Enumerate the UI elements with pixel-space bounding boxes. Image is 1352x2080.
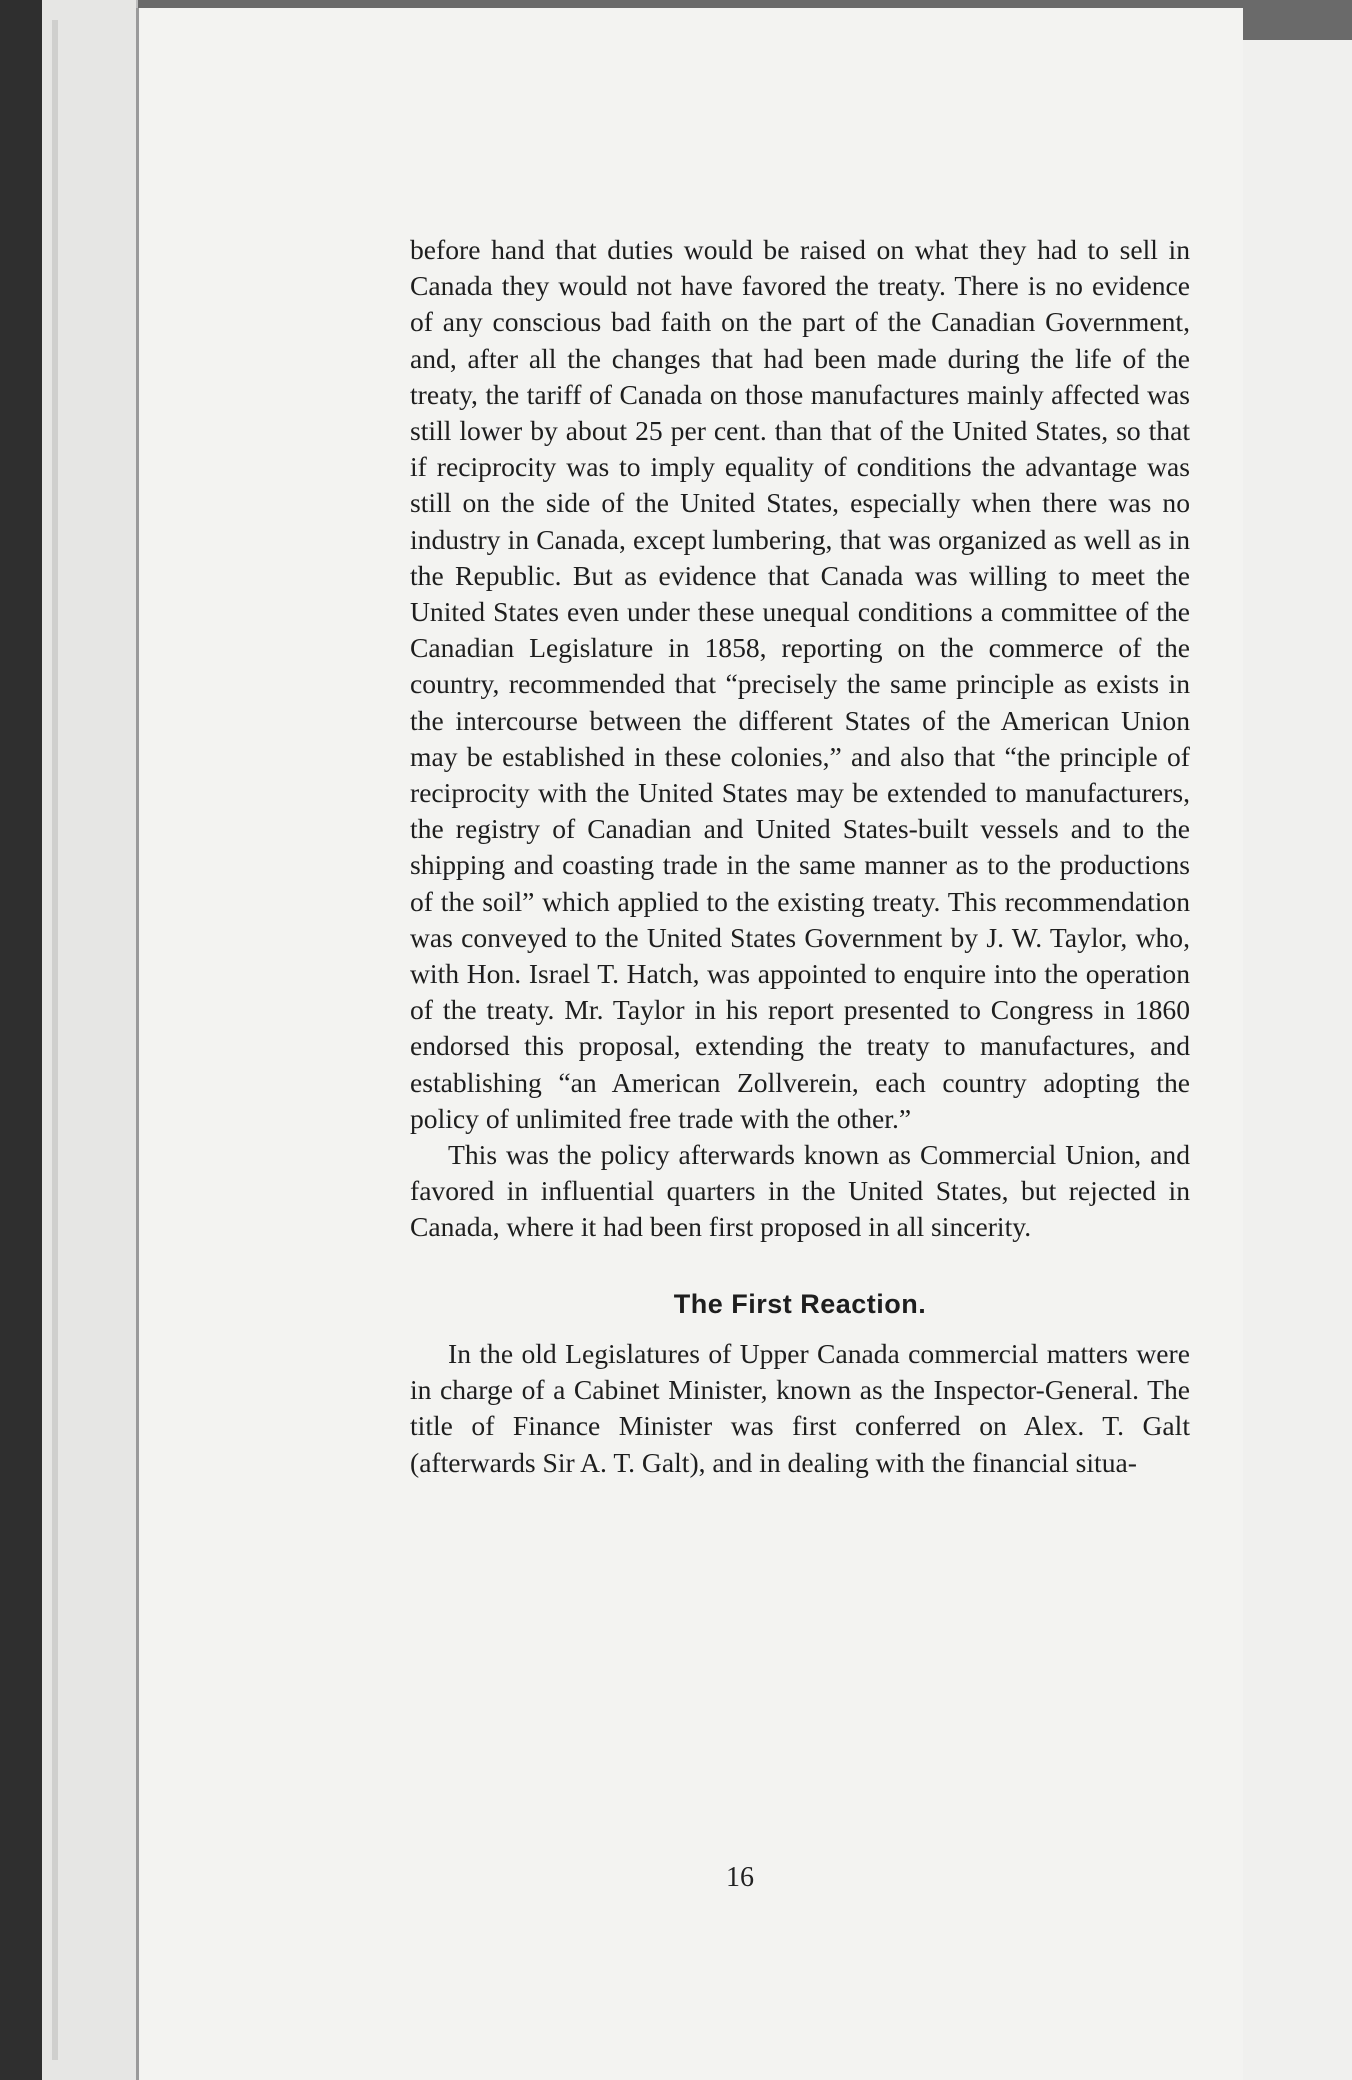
section-heading: The First Reaction. <box>673 1288 927 1319</box>
page-number: 16 <box>726 1862 754 1893</box>
paragraph-commercial-union: This was the policy afterwards known as Commercial Union, and favored in influential quarters in the United States, but rejected in Canada, where it had been first proposed in all sincerity. <box>410 1139 1190 1243</box>
paragraph-continued: before hand that duties would be raised on what they had to sell in Canada they would not have favored the treaty. There is no evidence of any conscious bad faith on the part of the Canadian Government, and, after all the changes that had been made during the life of the treaty, the tariff of Canada on those manufactures mainly affected was still lower by about 25 per cent. than that of the United States, so that if reciprocity was to imply equality of conditions the advantage was still on the side of the United States, especially when there was no industry in Canada, except lumbering, that was organized as well as in the Republic. But as evidence that Canada was willing to meet the United States even under these unequal conditions a committee of the Canadian Legislature in 1858, reporting on the commerce of the country, recommended that “precisely the same principle as exists in the intercourse between the different States of the American Union may be established in these colonies,” and also that “the principle of reciprocity with the United States may be extended to manufacturers, the registry of Canadian and United States-built vessels and to the shipping and coasting trade in the same manner as to the productions of the soil” which applied to the existing treaty. This recommendation was conveyed to the United States Government by J. W. Taylor, who, with Hon. Israel T. Hatch, was appointed to enquire into the operation of the treaty. Mr. Taylor in his report presented to Congress in 1860 endorsed this proposal, extending the treaty to manufactures, and establishing “an American Zollverein, each country adopting the policy of unlimited free trade with the other.” <box>410 234 1190 1134</box>
binding-shadow <box>0 0 42 2080</box>
next-page-edge <box>1240 40 1352 2080</box>
paragraph-first-reaction: In the old Legislatures of Upper Canada commercial matters were in charge of a Cabinet Minister, known as the Inspector-General. The title of Finance Minister was first conferred on Alex. T. Galt (afterwards Sir A. T. Galt), and in dealing with the financial situa- <box>410 1337 1190 1478</box>
page-text <box>410 232 1190 1481</box>
page-fold-line <box>52 20 58 2060</box>
